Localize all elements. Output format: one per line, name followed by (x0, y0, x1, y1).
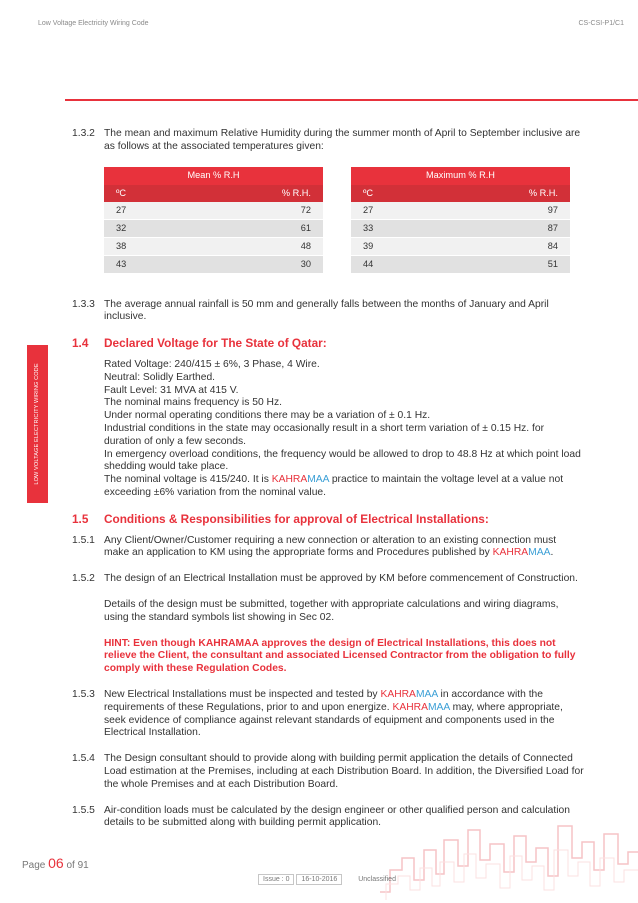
cell-temp: 43 (104, 255, 181, 273)
clause-text: The Design consultant should to provide along with building permit application the details of Connected Load estimation at the Premises, including at each Distribution Board. In addition, the Diversified Load for the whole Premises and at each Distribution Board. (104, 753, 584, 790)
table-row (351, 237, 570, 255)
clause-1-5-1 (72, 535, 584, 561)
voltage-text: practice to maintain the voltage level at a value not exceeding ±6% variation from the nominal value. (104, 474, 564, 498)
brand-kahra: KAHRA (380, 688, 416, 700)
header-doc-code: CS-CSI-P1/C1 (578, 20, 624, 27)
page-total: of 91 (63, 860, 89, 871)
clause-end: . (550, 547, 554, 559)
cell-rh: 51 (428, 255, 570, 273)
voltage-line: The nominal mains frequency is 50 Hz. (104, 397, 282, 409)
voltage-line: Rated Voltage: 240/415 ± 6%, 3 Phase, 4 Wire. (104, 358, 320, 370)
header-title: Low Voltage Electricity Wiring Code (38, 20, 149, 27)
clause-number: 1.5.2 (72, 573, 95, 585)
table-row (104, 237, 323, 255)
clause-body: Any Client/Owner/Customer requiring a new connection or alteration to an existing connection must make an application to KM using the appropriate forms and Procedures published by (104, 534, 557, 559)
clause-body: may, where appropriate, seek evidence of compliance against relevant standards of equipment and components used in the Electrical Installation. (104, 701, 563, 739)
clause-text: The design of an Electrical Installation must be approved by KM before commencement of Construction. (104, 573, 578, 585)
voltage-line (104, 474, 584, 500)
page-prefix: Page (22, 860, 49, 871)
section-title: Declared Voltage for The State of Qatar: (104, 336, 327, 351)
table-row (104, 255, 323, 273)
clause-1-5-4 (72, 753, 584, 791)
clause-1-3-2 (72, 128, 584, 154)
brand-maa: MAA (427, 701, 450, 713)
cell-temp: 32 (104, 219, 181, 237)
voltage-line: Under normal operating conditions there may be a variation of ± 0.1 Hz. (104, 410, 431, 422)
footer-meta (258, 876, 396, 883)
declared-voltage-details (104, 359, 584, 500)
clause-body: in accordance with the requirements of these Regulations, prior to and upon energize. (104, 688, 544, 713)
table-row (104, 202, 323, 220)
clause-1-5-3 (72, 689, 584, 740)
clause-text: Air-condition loads must be calculated by the design engineer or other qualified person and calculation details to be submitted along with building permit application. (104, 804, 570, 829)
humidity-tables (104, 167, 570, 274)
cell-rh: 87 (428, 219, 570, 237)
mean-col-rh: % R.H. (181, 185, 323, 202)
cell-temp: 33 (351, 219, 428, 237)
cell-rh: 72 (181, 202, 323, 220)
brand-maa: MAA (307, 474, 329, 486)
voltage-line: Industrial conditions in the state may occasionally result in a short term variation of ± 0.15 Hz. for duration of only a few seconds. (104, 422, 545, 447)
page-current: 06 (48, 855, 64, 871)
mean-rh-title: Mean % R.H (104, 167, 323, 185)
cell-temp: 38 (104, 237, 181, 255)
cell-rh: 61 (181, 219, 323, 237)
clause-number: 1.5.3 (72, 688, 95, 700)
clause-1-5-2-details: Details of the design must be submitted, together with appropriate calculations and wiring diagrams, using the standard symbols list showing in Sec 02. (104, 598, 559, 623)
cell-temp: 27 (104, 202, 181, 220)
brand-kahra: KAHRA (492, 547, 529, 559)
max-col-temp: ºC (351, 185, 428, 202)
cell-rh: 30 (181, 255, 323, 273)
clause-number: 1.5.5 (72, 804, 95, 816)
cell-rh: 48 (181, 237, 323, 255)
issue-label: Issue : 0 (258, 874, 294, 885)
clause-1-5-2 (72, 573, 584, 586)
cell-rh: 97 (428, 202, 570, 220)
clause-number: 1.3.2 (72, 128, 95, 139)
page-number (22, 855, 89, 871)
section-title: Conditions & Responsibilities for approval of Electrical Installations: (104, 511, 489, 526)
brand-kahra: KAHRA (271, 474, 308, 486)
voltage-text: The nominal voltage is 415/240. It is (104, 474, 272, 486)
classification: Unclassified (358, 876, 396, 883)
page-content (72, 128, 584, 843)
clause-1-3-3 (72, 299, 584, 325)
header-rule (65, 99, 638, 101)
max-col-rh: % R.H. (428, 185, 570, 202)
clause-text (104, 535, 584, 561)
skyline-decoration-icon (380, 800, 638, 900)
section-number: 1.5 (72, 511, 89, 526)
max-rh-table (351, 167, 570, 274)
cell-temp: 44 (351, 255, 428, 273)
cell-rh: 84 (428, 237, 570, 255)
brand-maa: MAA (415, 688, 438, 700)
clause-text: The average annual rainfall is 50 mm and generally falls between the months of January and April inclusive. (104, 298, 549, 323)
clause-number: 1.3.3 (72, 298, 95, 310)
section-1-4-heading (72, 337, 584, 350)
table-row (351, 202, 570, 220)
table-row (351, 255, 570, 273)
clause-number: 1.5.4 (72, 753, 95, 765)
voltage-line: Neutral: Solidly Earthed. (104, 371, 216, 383)
voltage-line: In emergency overload conditions, the frequency would be allowed to drop to 48.8 Hz at which point load shedding would take place. (104, 448, 581, 473)
mean-rh-table (104, 167, 323, 274)
table-row (351, 219, 570, 237)
mean-col-temp: ºC (104, 185, 181, 202)
issue-date: 16-10-2016 (296, 874, 342, 885)
hint-note: HINT: Even though KAHRAMAA approves the design of Electrical Installations, this does not relieve the Client, the consultant and associated Licensed Contractor from the obligation to fully comply with these Regulation Codes. (104, 637, 576, 675)
voltage-line: Fault Level: 31 MVA at 415 V. (104, 384, 239, 396)
max-rh-title: Maximum % R.H (351, 167, 570, 185)
clause-text (104, 689, 584, 740)
clause-number: 1.5.1 (72, 534, 95, 546)
side-tab-label: LOW VOLTAGE ELECTRICITY WIRING CODE (34, 363, 40, 485)
section-number: 1.4 (72, 336, 89, 351)
clause-body: New Electrical Installations must be inspected and tested by (104, 688, 381, 700)
brand-kahra: KAHRA (392, 701, 428, 713)
cell-temp: 27 (351, 202, 428, 220)
cell-temp: 39 (351, 237, 428, 255)
clause-text: The mean and maximum Relative Humidity during the summer month of April to September inclusive are as follows at the associated temperatures given: (104, 128, 581, 152)
brand-maa: MAA (528, 547, 551, 559)
section-1-5-heading (72, 513, 584, 526)
table-row (104, 219, 323, 237)
